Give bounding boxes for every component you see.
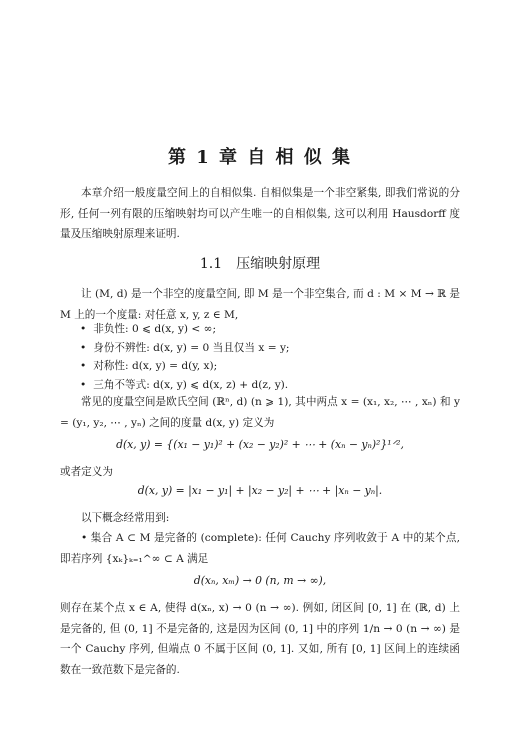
alternative-text: 或者定义为 [60, 466, 113, 478]
metric-definition: 让 (M, d) 是一个非空的度量空间, 即 M 是一个非空集合, 而 d : M × M → ℝ 是 M 上的一个度量: 对任意 x, y, z ∈ M, [60, 288, 460, 321]
section-title: 压缩映射原理 [236, 256, 321, 272]
euclidean-paragraph: 常见的度量空间是欧氏空间 (ℝⁿ, d) (n ⩾ 1), 其中两点 x = (x₁, x₂, ⋯ , xₙ) 和 y = (y₁, y₂, ⋯ , yₙ) 之间的度量 d(x, y) 定义为 [60, 396, 460, 429]
concepts-intro: 以下概念经常用到: [81, 512, 170, 524]
section-number: 1.1 [199, 256, 223, 272]
property-item: • 对称性: d(x, y) = d(y, x); [80, 357, 460, 376]
conclusion-paragraph: 则存在某个点 x ∈ A, 使得 d(xₙ, x) → 0 (n → ∞). 例如, 闭区间 [0, 1] 在 (ℝ, d) 上是完备的, 但 (0, 1] 不是完备的, 这是因为区间 (0, 1] 中的序列 1/n → 0 (n → ∞) 是一个 Cauchy 序列, 但端点 0 不属于区间 (0, 1]. 又如, 所有 [0, 1] 区间上的连续函数在一致范数下是完备的. [60, 602, 460, 676]
section-heading [0, 253, 520, 273]
intro-paragraph: 本章介绍一般度量空间上的自相似集. 自相似集是一个非空紧集, 即我们常说的分形, 任何一列有限的压缩映射均可以产生唯一的自相似集, 这可以利用 Hausdorff 度量及压缩映射原理来证明. [60, 187, 460, 240]
complete-definition: • 集合 A ⊂ M 是完备的 (complete): 任何 Cauchy 序列收敛于 A 中的某个点, 即若序列 {xₖ}ₖ₌₁^∞ ⊂ A 满足 [60, 532, 460, 565]
cauchy-formula: d(xₙ, xₘ) → 0 (n, m → ∞), [193, 574, 327, 587]
property-list [80, 320, 460, 394]
property-item: • 身份不辨性: d(x, y) = 0 当且仅当 x = y; [80, 339, 460, 358]
chapter-title: 第 1 章 自 相 似 集 [167, 147, 353, 168]
property-item: • 非负性: 0 ⩽ d(x, y) < ∞; [80, 320, 460, 339]
l1-formula: d(x, y) = |x₁ − y₁| + |x₂ − y₂| + ⋯ + |xₙ − yₙ|. [137, 484, 383, 497]
property-item: • 三角不等式: d(x, y) ⩽ d(x, z) + d(z, y). [80, 376, 460, 395]
euclidean-formula: d(x, y) = {(x₁ − y₁)² + (x₂ − y₂)² + ⋯ + (xₙ − yₙ)²}¹ᐟ², [116, 438, 404, 451]
